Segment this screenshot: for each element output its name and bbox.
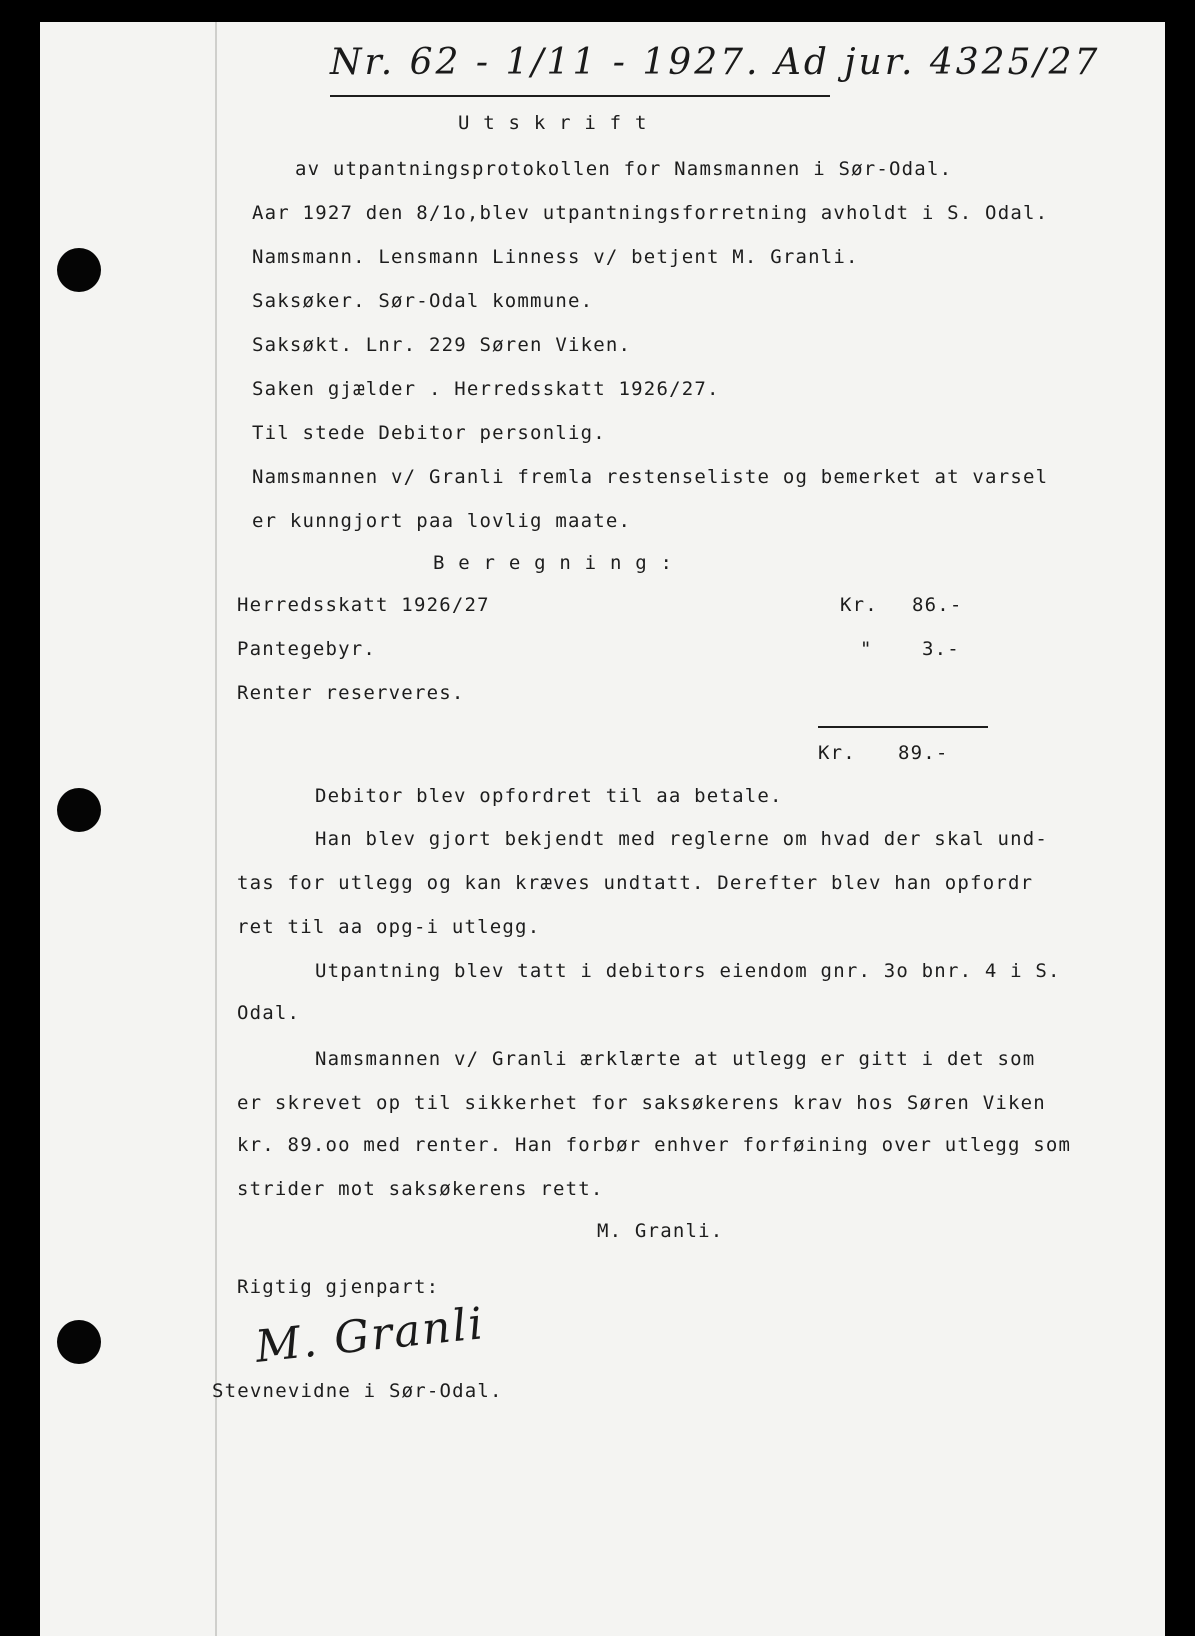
intro-line-8: Namsmannen v/ Granli fremla restenseliste og bemerket at varsel (252, 466, 1049, 488)
certification-label: Rigtig gjenpart: (237, 1276, 440, 1298)
total-amount: 89.- (898, 742, 949, 764)
body-line-2: Han blev gjort bekjendt med reglerne om hvad der skal und- (315, 828, 1049, 850)
intro-line-3: Namsmann. Lensmann Linness v/ betjent M. Granli. (252, 246, 859, 268)
calc-row-label: Pantegebyr. (237, 638, 377, 660)
punch-hole (57, 248, 101, 292)
intro-line-5: Saksøkt. Lnr. 229 Søren Viken. (252, 334, 632, 356)
total-currency: Kr. (818, 742, 856, 764)
punch-hole (57, 1320, 101, 1364)
intro-line-6: Saken gjælder . Herredsskatt 1926/27. (252, 378, 720, 400)
sum-rule (818, 726, 988, 728)
intro-line-2: Aar 1927 den 8/1o,blev utpantningsforretning avholdt i S. Odal. (252, 202, 1049, 224)
body-line-10: strider mot saksøkerens rett. (237, 1178, 604, 1200)
document-page (40, 22, 1165, 1636)
header-underline (330, 95, 830, 97)
body-line-6: Odal. (237, 1002, 301, 1024)
handwritten-case-number: Nr. 62 - 1/11 - 1927. Ad jur. 4325/27 (330, 42, 1101, 83)
calc-row-currency: " (860, 638, 873, 660)
punch-hole (57, 788, 101, 832)
body-line-8: er skrevet op til sikkerhet for saksøkerens krav hos Søren Viken (237, 1092, 1046, 1114)
intro-line-1: av utpantningsprotokollen for Namsmannen i Sør-Odal. (295, 158, 953, 180)
calc-row-currency: Kr. (840, 594, 878, 616)
calc-row-label: Herredsskatt 1926/27 (237, 594, 490, 616)
signature-name: M. Granli. (597, 1220, 724, 1242)
intro-line-4: Saksøker. Sør-Odal kommune. (252, 290, 594, 312)
certification-title: Stevnevidne i Sør-Odal. (212, 1380, 503, 1402)
body-line-1: Debitor blev opfordret til aa betale. (315, 785, 783, 807)
intro-line-7: Til stede Debitor personlig. (252, 422, 606, 444)
calc-row-amount: 3.- (922, 638, 960, 660)
calc-row-amount: 86.- (912, 594, 963, 616)
document-title: U t s k r i f t (458, 112, 648, 134)
handwritten-signature: M. Granli (252, 1298, 487, 1373)
intro-line-9: er kunngjort paa lovlig maate. (252, 510, 632, 532)
body-line-7: Namsmannen v/ Granli ærklærte at utlegg er gitt i det som (315, 1048, 1036, 1070)
body-line-9: kr. 89.oo med renter. Han forbør enhver forføining over utlegg som (237, 1134, 1072, 1156)
calc-row-label: Renter reserveres. (237, 682, 465, 704)
body-line-4: ret til aa opg-i utlegg. (237, 916, 541, 938)
calculation-heading: B e r e g n i n g : (433, 552, 674, 574)
body-line-5: Utpantning blev tatt i debitors eiendom gnr. 3o bnr. 4 i S. (315, 960, 1061, 982)
body-line-3: tas for utlegg og kan kræves undtatt. Derefter blev han opfordr (237, 872, 1034, 894)
